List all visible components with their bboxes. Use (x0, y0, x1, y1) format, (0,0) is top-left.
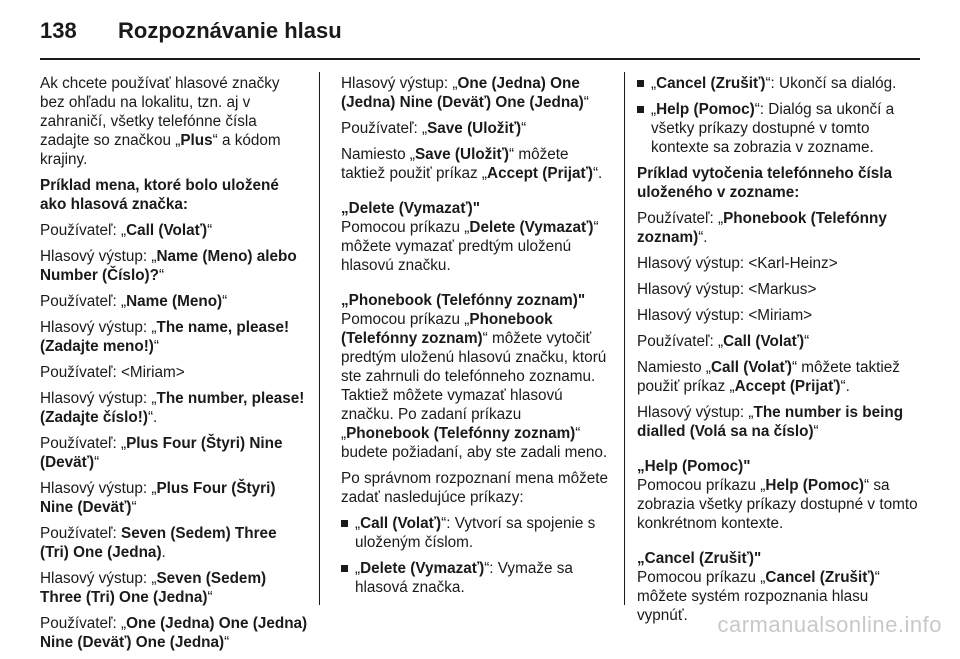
dialog-line: Hlasový výstup: „Seven (Sedem) Three (Tri) One (Jedna)“ (40, 570, 267, 606)
dialog-line: Hlasový výstup: <Markus> (637, 281, 817, 298)
body-paragraph: Pomocou príkazu „Cancel (Zrušiť)“ môžete systém rozpoznania hlasu vypnúť. (637, 569, 880, 624)
column-1 (40, 74, 308, 659)
dialog-line: Používateľ: „Call (Volať)“ (637, 333, 810, 350)
column-2 (341, 74, 609, 604)
dialog-line: Hlasový výstup: „Plus Four (Štyri) Nine (Deväť)“ (40, 480, 276, 516)
dialog-line: Hlasový výstup: „The number is being dialled (Volá sa na číslo)“ (637, 404, 904, 440)
dialog-line: Používateľ: Seven (Sedem) Three (Tri) One (Jedna). (40, 525, 277, 561)
dialog-line: Hlasový výstup: <Karl-Heinz> (637, 255, 838, 272)
page-header (0, 0, 960, 62)
dialog-line: Používateľ: „Phonebook (Telefónny zoznam)“. (637, 210, 887, 246)
watermark: carmanualsonline.info (717, 612, 942, 637)
bullet-item: „Help (Pomoc)“: Dialóg sa ukončí a všetky príkazy dostupné v tomto kontexte sa zobrazia v zozname. (637, 100, 921, 157)
body-paragraph: Pomocou príkazu „Help (Pomoc)“ sa zobrazia všetky príkazy dostupné v tomto konkrétnom kontexte. (637, 477, 918, 532)
intro-paragraph: Ak chcete používať hlasové značky bez ohľadu na lokalitu, tzn. aj v zahraničí, všetky telefónne čísla zadajte so značkou „Plus“ a kódom krajiny. (40, 75, 281, 168)
bullet-square-icon (637, 80, 644, 87)
section-heading: „Delete (Vymazať)" (341, 200, 480, 217)
body-paragraph: Pomocou príkazu „Phonebook (Telefónny zoznam)“ môžete vytočiť predtým uloženú hlasovú značku, ktorú ste zahrnuli do telefónneho zoznamu. Taktiež môžete vymazať hlasovú značku. Po zadaní príkazu „Phonebook (Telefónny zoznam)“ budete požiadaní, aby ste zadali meno. (341, 311, 608, 461)
bullet-item: „Call (Volať)“: Vytvorí sa spojenie s uloženým číslom. (341, 514, 609, 552)
body-paragraph: Po správnom rozpoznaní mena môžete zadať nasledujúce príkazy: (341, 470, 608, 506)
page-number: 138 (40, 18, 77, 43)
column-3 (637, 74, 921, 632)
body-paragraph: Pomocou príkazu „Delete (Vymazať)“ môžete vymazať predtým uloženú hlasovú značku. (341, 219, 599, 274)
dialog-line: Používateľ: „Call (Volať)“ (40, 222, 213, 239)
bullet-square-icon (341, 565, 348, 572)
dialog-line: Hlasový výstup: <Miriam> (637, 307, 813, 324)
dialog-line: Namiesto „Call (Volať)“ môžete taktiež použiť príkaz „Accept (Prijať)“. (637, 359, 900, 395)
dialog-line: Používateľ: <Miriam> (40, 364, 185, 381)
bullet-item: „Delete (Vymazať)“: Vymaže sa hlasová značka. (341, 559, 609, 597)
page-title: Rozpoznávanie hlasu (118, 18, 342, 43)
dialog-line: Hlasový výstup: „The name, please! (Zadajte meno!)“ (40, 319, 290, 355)
section-heading: „Help (Pomoc)" (637, 458, 751, 475)
dialog-line: Hlasový výstup: „One (Jedna) One (Jedna) Nine (Deväť) One (Jedna)“ (341, 75, 589, 111)
section-heading: „Phonebook (Telefónny zoznam)" (341, 292, 586, 309)
column-divider (624, 72, 625, 605)
dialog-line: Používateľ: „One (Jedna) One (Jedna) Nine (Deväť) One (Jedna)“ (40, 615, 308, 651)
dialog-line: Používateľ: „Plus Four (Štyri) Nine (Deväť)“ (40, 435, 283, 471)
bullet-item: „Cancel (Zrušiť)“: Ukončí sa dialóg. (637, 74, 921, 93)
dialog-line: Hlasový výstup: „Name (Meno) alebo Number (Číslo)?“ (40, 248, 297, 284)
dialog-line: Používateľ: „Save (Uložiť)“ (341, 120, 527, 137)
dialog-line: Používateľ: „Name (Meno)“ (40, 293, 228, 310)
section-heading: „Cancel (Zrušiť)" (637, 550, 762, 567)
dialog-line: Hlasový výstup: „The number, please! (Zadajte číslo!)“. (40, 390, 305, 426)
column-divider (319, 72, 320, 605)
bullet-square-icon (341, 520, 348, 527)
bullet-square-icon (637, 106, 644, 113)
section-heading: Príklad vytočenia telefónneho čísla uloženého v zozname: (637, 165, 893, 201)
header-rule (40, 58, 920, 60)
dialog-line: Namiesto „Save (Uložiť)“ môžete taktiež použiť príkaz „Accept (Prijať)“. (341, 146, 603, 182)
section-heading: Príklad mena, ktoré bolo uložené ako hlasová značka: (40, 177, 279, 213)
